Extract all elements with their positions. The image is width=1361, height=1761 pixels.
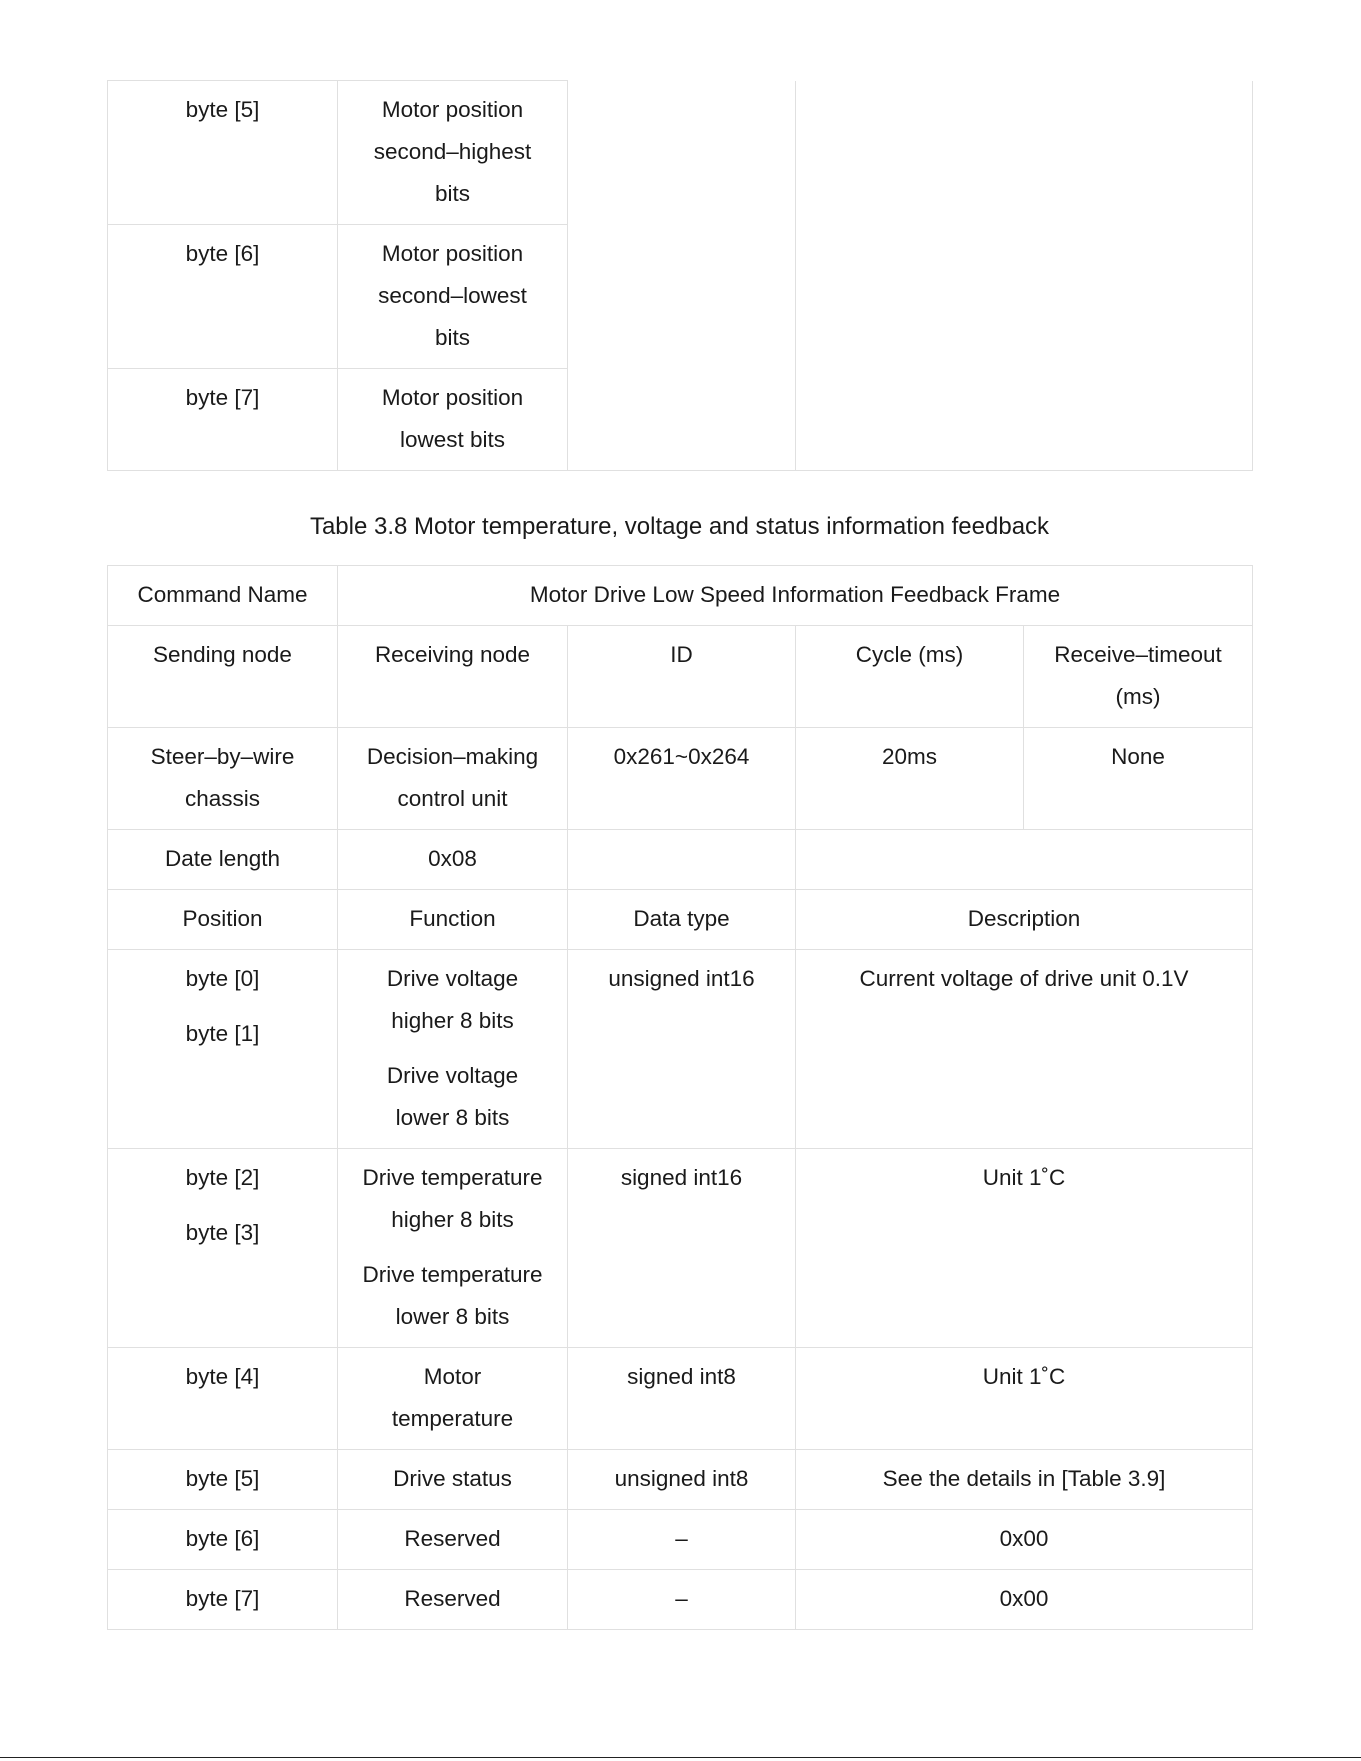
function-cell: Motor position lowest bits (338, 369, 568, 471)
byte-cell: byte [6] (108, 1510, 338, 1570)
function-cell: Motor position second–lowest bits (338, 225, 568, 369)
table-row (108, 890, 1253, 950)
table-row (108, 81, 1253, 225)
data-type-cell: – (568, 1570, 796, 1630)
table-row (108, 950, 1253, 1149)
description-cell: 0x00 (796, 1570, 1253, 1630)
header-receiving-node: Receiving node (338, 626, 568, 728)
table-row (108, 1570, 1253, 1630)
function-cell: Reserved (338, 1570, 568, 1630)
column-description: Description (796, 890, 1253, 950)
table-row (108, 626, 1253, 728)
column-data-type: Data type (568, 890, 796, 950)
function-cell: Drive status (338, 1450, 568, 1510)
byte-cell: byte [4] (108, 1348, 338, 1450)
table-row (108, 728, 1253, 830)
description-cell: Current voltage of drive unit 0.1V (796, 950, 1253, 1149)
value-id: 0x261~0x264 (568, 728, 796, 830)
document-page (107, 80, 1252, 1630)
function-cell: Drive temperature higher 8 bits Drive temperature lower 8 bits (338, 1149, 568, 1348)
function-cell: Reserved (338, 1510, 568, 1570)
description-cell: Unit 1˚C (796, 1348, 1253, 1450)
byte-cell: byte [6] (108, 225, 338, 369)
table-row (108, 1510, 1253, 1570)
byte-cell: byte [5] (108, 81, 338, 225)
table-caption: Table 3.8 Motor temperature, voltage and status information feedback (309, 513, 1050, 540)
data-type-cell: signed int16 (568, 1149, 796, 1348)
data-length-label: Date length (108, 830, 338, 890)
description-cell: 0x00 (796, 1510, 1253, 1570)
data-type-cell: – (568, 1510, 796, 1570)
byte-cell: byte [7] (108, 1570, 338, 1630)
value-receiving-node: Decision–making control unit (338, 728, 568, 830)
byte-cell: byte [2] byte [3] (108, 1149, 338, 1348)
value-sending-node: Steer–by–wire chassis (108, 728, 338, 830)
empty-cell (796, 81, 1253, 471)
table-row (108, 1149, 1253, 1348)
table-row (108, 1348, 1253, 1450)
empty-cell (568, 830, 796, 890)
table-row (108, 1450, 1253, 1510)
table-row (108, 830, 1253, 890)
data-length-value: 0x08 (338, 830, 568, 890)
function-cell: Drive voltage higher 8 bits Drive voltage lower 8 bits (338, 950, 568, 1149)
column-function: Function (338, 890, 568, 950)
page-bottom-divider (0, 1757, 1361, 1758)
header-cycle: Cycle (ms) (796, 626, 1024, 728)
value-receive-timeout: None (1024, 728, 1253, 830)
command-name-label: Command Name (108, 566, 338, 626)
function-cell: Motor temperature (338, 1348, 568, 1450)
description-cell: Unit 1˚C (796, 1149, 1253, 1348)
table-row (108, 566, 1253, 626)
value-cycle: 20ms (796, 728, 1024, 830)
byte-cell: byte [5] (108, 1450, 338, 1510)
function-cell: Motor position second–highest bits (338, 81, 568, 225)
column-position: Position (108, 890, 338, 950)
command-name-value: Motor Drive Low Speed Information Feedback Frame (338, 566, 1253, 626)
data-type-cell: unsigned int8 (568, 1450, 796, 1510)
header-receive-timeout: Receive–timeout (ms) (1024, 626, 1253, 728)
header-id: ID (568, 626, 796, 728)
byte-cell: byte [7] (108, 369, 338, 471)
data-type-cell: unsigned int16 (568, 950, 796, 1149)
main-table (107, 565, 1253, 1630)
continued-table (107, 80, 1253, 471)
data-type-cell: signed int8 (568, 1348, 796, 1450)
byte-cell: byte [0] byte [1] (108, 950, 338, 1149)
empty-cell (568, 81, 796, 471)
header-sending-node: Sending node (108, 626, 338, 728)
empty-cell (796, 830, 1253, 890)
description-cell: See the details in [Table 3.9] (796, 1450, 1253, 1510)
